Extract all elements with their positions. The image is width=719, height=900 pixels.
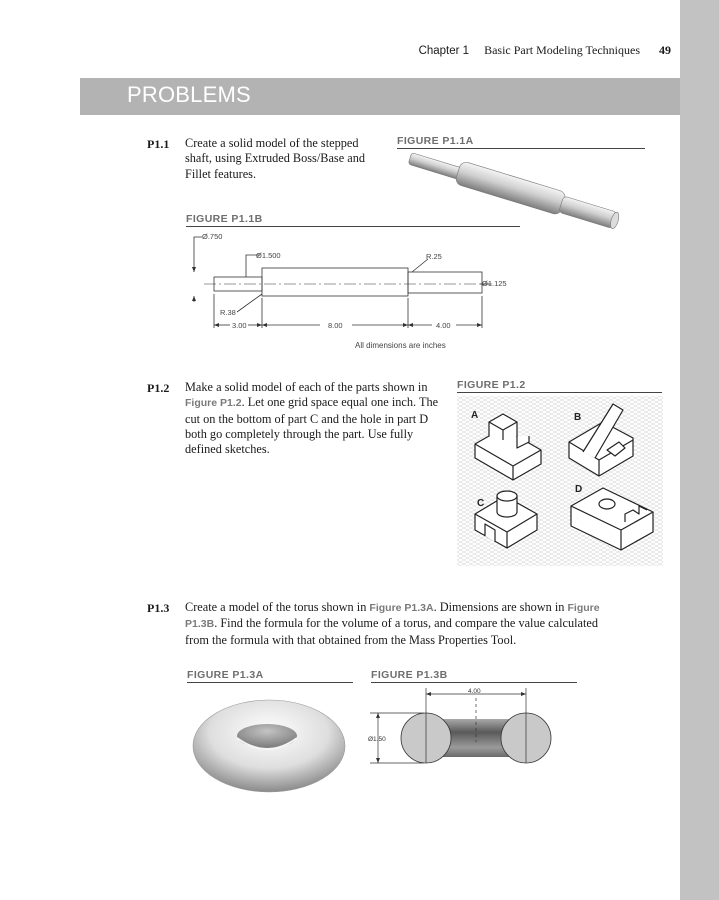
torus-section-drawing [366, 684, 580, 770]
text-span: . Dimensions are shown in [433, 600, 568, 614]
section-title: PROBLEMS [127, 82, 251, 107]
text-span: . Let one grid space equal one inch. The cut on the bottom of part C and the hole in part D both go completely through the part. Use fully defined sketches. [185, 395, 439, 457]
figure-rule [186, 226, 520, 227]
figure-rule [187, 682, 353, 683]
figure-label: FIGURE P1.1B [186, 213, 263, 225]
dim-width: 4.00 [468, 688, 481, 695]
stepped-shaft-render [385, 150, 635, 230]
figure-reference: Figure P1.3B [185, 602, 600, 631]
dim-length-3: 4.00 [436, 321, 451, 330]
part-label-c: C [477, 498, 485, 509]
chapter-label: Chapter 1 [418, 45, 470, 57]
page-edge-bar [680, 0, 719, 900]
stepped-shaft-drawing [180, 228, 520, 353]
figure-label: FIGURE P1.1A [397, 135, 474, 147]
dim-large-diameter: Ø1.500 [256, 251, 281, 260]
part-label-a: A [471, 410, 479, 421]
dimension-note: All dimensions are inches [355, 341, 446, 350]
text-span: Create a model of the torus shown in [185, 600, 370, 614]
dim-small-diameter: Ø.750 [202, 232, 223, 241]
problem-text [185, 600, 605, 648]
isometric-parts-grid [457, 396, 663, 566]
problem-text: Create a solid model of the stepped shaft, using Extruded Boss/Base and Fillet features. [185, 136, 365, 181]
dim-diameter: Ø1.50 [368, 736, 386, 743]
part-label-b: B [574, 412, 582, 423]
figure-label: FIGURE P1.3A [187, 669, 264, 681]
text-span: Make a solid model of each of the parts shown in [185, 380, 428, 394]
text-span: . Find the formula for the volume of a torus, and compare the value calculated from the formula with that obtained from the Mass Properties Tool. [185, 616, 598, 647]
problem-number: P1.3 [147, 601, 170, 615]
figure-reference: Figure P1.3A [369, 602, 434, 614]
torus-render [187, 688, 353, 798]
figure-label: FIGURE P1.3B [371, 669, 448, 681]
dim-length-1: 3.00 [232, 321, 247, 330]
running-header [419, 43, 671, 58]
page-number: 49 [659, 43, 671, 57]
problem-number: P1.1 [147, 137, 170, 151]
figure-label: FIGURE P1.2 [457, 379, 526, 391]
problem-text [185, 380, 441, 457]
dim-right-radius: R.25 [426, 252, 442, 261]
figure-reference: Figure P1.2 [185, 397, 242, 410]
dim-length-2: 8.00 [328, 321, 343, 330]
part-label-d: D [575, 484, 583, 495]
dim-left-radius: R.38 [220, 308, 236, 317]
figure-rule [457, 392, 662, 393]
dim-right-diameter: Ø1.125 [482, 279, 507, 288]
problem-number: P1.2 [147, 381, 170, 395]
chapter-title: Basic Part Modeling Techniques [484, 43, 640, 57]
figure-rule [371, 682, 577, 683]
figure-rule [397, 148, 645, 149]
